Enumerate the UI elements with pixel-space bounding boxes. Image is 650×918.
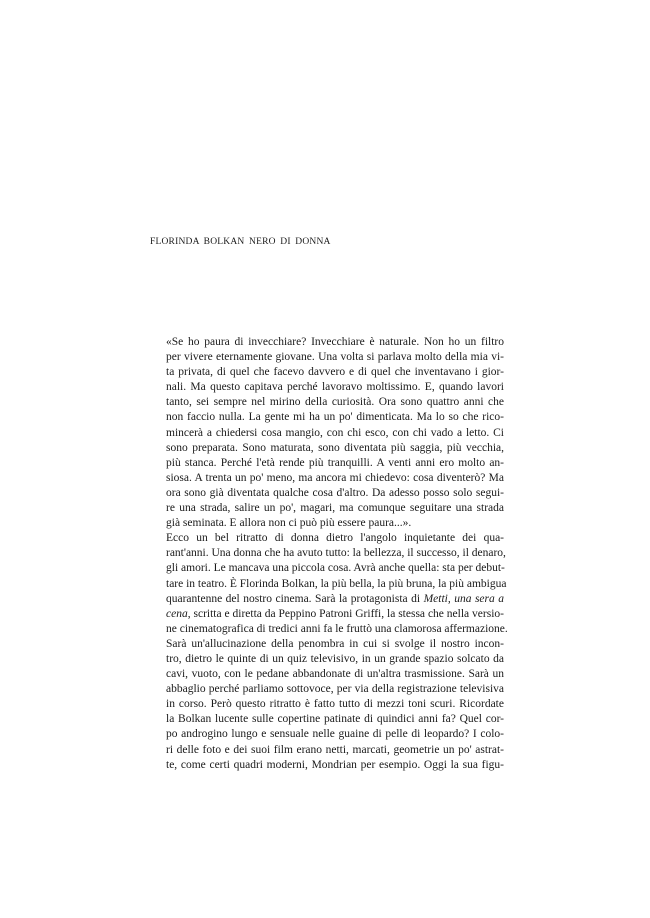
text-line: Ecco un bel ritratto di donna dietro l'angolo inquietante dei qua- (166, 532, 504, 545)
text-line: ta privata, di quel che facevo davvero e di quel che inventavano i gior- (166, 366, 504, 379)
text-line: rant'anni. Una donna che ha avuto tutto: la bellezza, il successo, il denaro, (166, 547, 506, 560)
text-line: sono preparata. Sono maturata, sono diventata più saggia, più vecchia, (166, 441, 504, 454)
text-line: in corso. Però questo ritratto è fatto tutto di mezzi toni scuri. Ricordate (166, 698, 504, 711)
text-line: più stanca. Perché l'età rende più tranquilli. A venti anni ero molto an- (166, 456, 504, 469)
text-line-with-title (150, 607, 504, 622)
text-line: siosa. A trenta un po' meno, ma ancora mi chiedevo: cosa diventerò? Ma (166, 471, 504, 484)
text-line: ora sono già diventata qualche cosa d'altro. Da adesso posso solo segui- (166, 486, 504, 499)
text-line: per vivere eternamente giovane. Una volta si parlava molto della mia vi- (166, 351, 504, 364)
play-title: Metti, una sera a (423, 592, 504, 605)
text-line: mincerà a chiedersi cosa mangio, con chi esco, con chi vado a letto. Ci (166, 426, 504, 439)
text-line: già seminata. E allora non ci può più essere paura...». (166, 517, 412, 530)
text-line: tare in teatro. È Florinda Bolkan, la più bella, la più bruna, la più ambigua (166, 577, 507, 590)
text-line: cavi, vuoto, con le pedane abbandonate di un'altra trasmissione. Sarà un (166, 668, 504, 681)
text-line: gli amori. Le mancava una piccola cosa. Avrà anche quella: sta per debut- (166, 562, 505, 575)
text-line: nali. Ma questo capitava perché lavoravo moltissimo. E, quando lavori (166, 381, 504, 394)
text-line: po androgino lungo e sensuale nelle guaine di pelle di leopardo? I colo- (166, 728, 504, 741)
text-line: abbaglio perché parliamo sottovoce, per via della registrazione televisiva (166, 683, 504, 696)
running-header: FLORINDA BOLKAN NERO DI DONNA (150, 237, 331, 247)
paragraph-2 (150, 531, 508, 637)
text-line: te, come certi quadri moderni, Mondrian per esempio. Oggi la sua figu- (166, 758, 504, 771)
paragraph-1 (150, 335, 504, 531)
play-title-continued: cena (166, 607, 188, 620)
text-line: «Se ho paura di invecchiare? Invecchiare è naturale. Non ho un filtro (166, 336, 504, 348)
text-line: la Bolkan lucente sulle copertine patinate di quindici anni fa? Quel cor- (166, 713, 504, 726)
text-line: re una strada, salire un po', magari, ma comunque seguitare una strada (166, 502, 504, 515)
text-segment: , scritta e diretta da Peppino Patroni Griffi, la stessa che nella versio- (187, 607, 504, 620)
text-line: ri delle foto e dei suoi film erano netti, marcati, geometrie un po' astrat- (166, 743, 504, 756)
text-line: tanto, sei sempre nel mirino della curiosità. Ora sono quattro anni che (166, 396, 504, 409)
paragraph-3 (150, 637, 504, 773)
text-line-with-title (150, 592, 504, 607)
text-line: Sarà un'allucinazione della penombra in cui si svolge il nostro incon- (166, 637, 504, 650)
article-body (150, 335, 508, 773)
text-line: ne cinematografica di tredici anni fa le fruttò una clamorosa affermazione. (166, 622, 508, 635)
text-segment: quarantenne del nostro cinema. Sarà la protagonista di (166, 592, 424, 605)
text-line: non faccio nulla. La gente mi ha un po' dimenticata. Ma lo so che rico- (166, 411, 504, 424)
text-line: tro, dietro le quinte di un quiz televisivo, in un grande spazio solcato da (166, 652, 504, 665)
